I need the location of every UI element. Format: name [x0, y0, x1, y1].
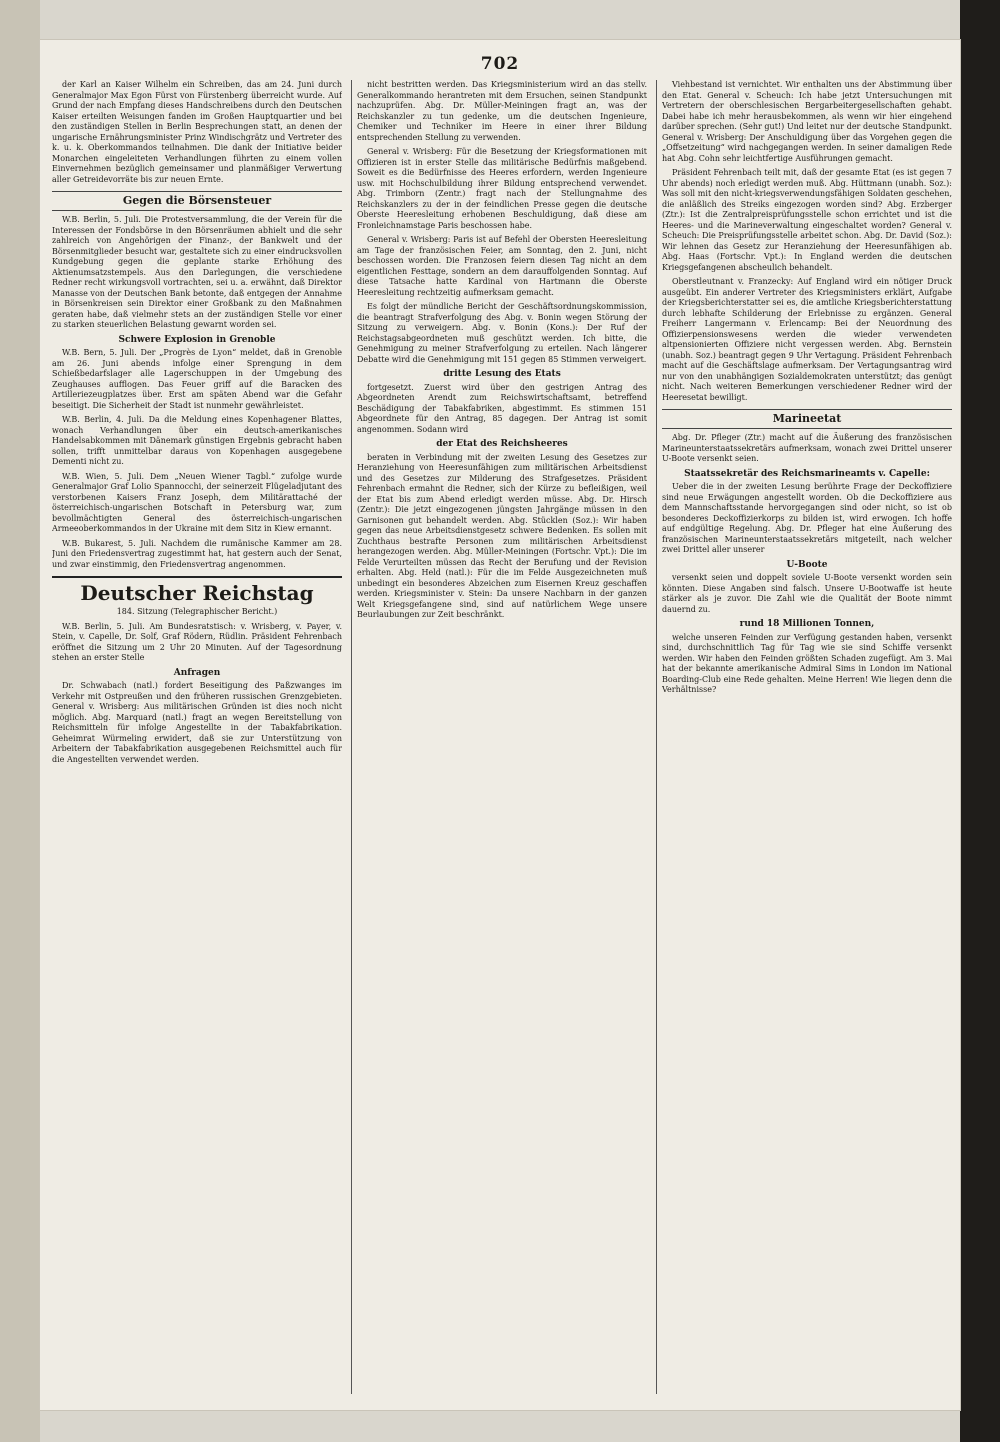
reichstag-masthead: Deutscher Reichstag: [52, 576, 342, 605]
article-text: beraten in Verbindung mit der zweiten Lesung des Gesetzes zur Heranziehung von Heeresunfähigen zum militärischen Arbeitsdienst und des Gesetzes zur Milderung des Strafgesetzes. Präsident Fehrenbach ermahnt die Redner, sich der Kürze zu befleißigen, weil der Etat bis zum Abend erledigt werden müsse. Abg. Dr. Hirsch (Zentr.): Die jetzt eingezogenen jüngsten Jahrgänge müssen in den Garnisonen gut behandelt werden. Abg. Stücklen (Soz.): Wir haben gegen das neue Arbeitsdienstgesetz schwere Bedenken. Es sollen mit Zuchthaus bestrafte Personen zum militärischen Arbeitsdienst herangezogen werden. Abg. Müller-Meiningen (Fortschr. Vpt.): Die im Felde Verurteilten müssen das Recht der Berufung und der Revision erhalten. Abg. Held (natl.): Für die im Felde Ausgezeichneten muß unbedingt ein besonderes Abzeichen zum Eisernen Kreuz geschaffen werden. Kriegsminister v. Stein: Da unsere Nachbarn in der ganzen Welt Kriegsgefangene sind, sind auf natürlichem Wege unsere Beurlaubungen zur Zeit beschränkt.: [357, 452, 647, 619]
article-text: General v. Wrisberg: Paris ist auf Befehl der Obersten Heeresleitung am Tage der französischen Feier, am Sonntag, den 2. Juni, nicht beschossen worden. Die Franzosen feiern diesen Tag nicht an dem eigentlichen Festtage, sondern an dem darauffolgenden Sonntag. Auf diese Tatsache hatte Kardinal von Hartmann die Oberste Heeresleitung rechtzeitig aufmerksam gemacht.: [357, 235, 647, 297]
article-text: W.B. Berlin, 4. Juli. Da die Meldung eines Kopenhagener Blattes, wonach Verhandlungen über ein deutsch-amerikanisches Handelsabkommen mit Dänemark günstigen Ergebnis gebracht haben sollen, trifft unmittelbar daraus von Kopenhagen ausgegebene Dementi nicht zu.: [52, 415, 342, 466]
article-text: Abg. Dr. Pfleger (Ztr.) macht auf die Äußerung des französischen Marineunterstaatssekretärs aufmerksam, wonach zwei Drittel unserer U-Boote versenkt seien.: [662, 433, 952, 463]
section-subheading: Schwere Explosion in Grenoble: [118, 334, 276, 345]
article-text: W.B. Berlin, 5. Juli. Am Bundesratstisch: v. Wrisberg, v. Payer, v. Stein, v. Capelle, Dr. Solf, Graf Rödern, Rüdlin. Präsident Fehrenbach eröffnet die Sitzung um 2 Uhr 20 Minuten. Auf der Tagesordnung stehen an erster Stelle: [52, 621, 342, 662]
section-subheading: der Etat des Reichsheeres: [436, 439, 568, 449]
newspaper-page: [40, 40, 960, 1410]
section-subheading: Staatssekretär des Reichsmarineamts v. Capelle:: [684, 468, 930, 479]
section-heading: Gegen die Börsensteuer: [52, 191, 342, 211]
section-subheading: U-Boote: [786, 559, 828, 570]
column-rule: [656, 80, 657, 1394]
article-text: Oberstleutnant v. Franzecky: Auf England wird ein nötiger Druck ausgeübt. Ein anderer Vertreter des Kriegsministers erklärt, Aufgabe der Kriegsberichterstatter sei es, die amtliche Kriegsberichterstattung durch lebhafte Schilderung der Erlebnisse zu ergänzen. General Freiherr Langermann v. Erlencamp: Bei der Neuordnung des Offizierpensionswesens werden die wieder verwendeten altpensionierten Offiziere nicht vergessen werden. Abg. Bernstein (unabh. Soz.) beantragt gegen 9 Uhr Vertagung. Präsident Fehrenbach macht auf die Geschäftslage aufmerksam. Der Vertagungsantrag wird nur von den unabhängigen Sozialdemokraten unterstützt; das genügt nicht. Nach weiteren Bemerkungen verschiedener Redner wird der Heeresetat bewilligt.: [662, 277, 952, 402]
article-text: Es folgt der mündliche Bericht der Geschäftsordnungskommission, die beantragt Strafverfolgung des Abg. v. Bonin wegen Störung der Sitzung zu verweigern. Abg. v. Bonin (Kons.): Der Ruf der Reichstagsabgeordneten muß geschützt werden. Ich bitte, die Genehmigung zu meiner Strafverfolgung zu erteilen. Nach längerer Debatte wird die Genehmigung mit 151 gegen 85 Stimmen verweigert.: [357, 302, 647, 364]
column-middle: [357, 80, 647, 1394]
article-text: Präsident Fehrenbach teilt mit, daß der gesamte Etat (es ist gegen 7 Uhr abends) noch erledigt werden muß. Abg. Hüttmann (unabh. Soz.): Was soll mit den nicht-kriegsverwendungsfähigen Soldaten geschehen, die anläßlich des Streiks eingezogen worden sind? Abg. Erzberger (Ztr.): Ist die Zentralpreisprüfungsstelle schon errichtet und ist die Heeres- und die Marineverwaltung eingeschaltet worden? General v. Scheuch: Die Preisprüfungsstelle arbeitet schon. Abg. Dr. David (Soz.): Wir lehnen das Gesetz zur Heranziehung der Heeresunfähigen ab. Abg. Haas (Fortschr. Vpt.): In England werden die deutschen Kriegsgefangenen abscheulich behandelt.: [662, 168, 952, 272]
column-rule: [351, 80, 352, 1394]
article-text: der Karl an Kaiser Wilhelm ein Schreiben, das am 24. Juni durch Generalmajor Max Egon Fürst von Fürstenberg überreicht wurde. Auf Grund der nach Empfang dieses Handschreibens durch den Deutschen Kaiser erteilten Weisungen fanden im Großen Hauptquartier und bei den zuständigen Stellen in Berlin Besprechungen statt, an denen der ungarische Ernährungsminister Prinz Windischgrätz und Vertreter des k. u. k. Oberkommandos teilnahmen. Die dank der Initiative beider Monarchen eingeleiteten Verhandlungen führten zu einem vollen Einvernehmen bezüglich gemeinsamer und planmäßiger Verwertung aller Getreidevorräte bis zur neuen Ernte.: [52, 80, 342, 184]
article-text: Viehbestand ist vernichtet. Wir enthalten uns der Abstimmung über den Etat. General v. Scheuch: Ich habe jetzt Untersuchungen mit Vertretern der oberschlesischen Bergarbeitergesellschaften gehabt. Dabei habe ich mehr herausbekommen, als wenn wir hier eingehend darüber sprechen. (Sehr gut!) Und leitet nur der deutsche Standpunkt. General v. Wrisberg: Der Anschuldigung über das Vorgehen gegen die „Offsetzeitung“ wird nachgegangen werden. In seiner damaligen Rede hat Abg. Cohn sehr leichtfertige Ausführungen gemacht.: [662, 80, 952, 163]
section-subheading: Anfragen: [173, 667, 221, 678]
article-text: General v. Wrisberg: Für die Besetzung der Kriegsformationen mit Offizieren ist in erster Stelle das militärische Bedürfnis maßgebend. Soweit es die Bedürfnisse des Heeres erfordern, werden Ingenieure usw. mit Hochschulbildung ihrer Bildung entsprechend verwendet. Abg. Trimborn (Zentr.) fragt nach der Stellungnahme des Reichskanzlers zu der in der feindlichen Presse gegen die deutsche Oberste Heeresleitung erhobenen Beschuldigung, daß diese am Fronleichnamstage Paris beschossen habe.: [357, 147, 647, 230]
adjacent-page-edge: [960, 0, 1000, 1442]
section-subheading: dritte Lesung des Etats: [443, 369, 561, 379]
article-text: W.B. Berlin, 5. Juli. Die Protestversammlung, die der Verein für die Interessen der Fondsbörse in den Börsenräumen abhielt und die sehr zahlreich von Angehörigen der Finanz-, der Bankwelt und der Börsenmitglieder besucht war, gestaltete sich zu einer eindrucksvollen Kundgebung gegen die geplante starke Erhöhung des Aktienumsatzstempels. Aus den Darlegungen, die verschiedene Redner recht wirkungsvoll vortrachten, sei u. a. erwähnt, daß Direktor Manasse von der Deutschen Bank betonte, daß entgegen der Annahme in Börsenkreisen sein Direktor einer Großbank zu den Maßnahmen geraten habe, daß vielmehr stets an der zuständigen Stelle vor einer zu starken steuerlichen Belastung gewarnt worden sei.: [52, 215, 342, 329]
column-left: [52, 80, 342, 1394]
section-subheading: rund 18 Millionen Tonnen,: [739, 619, 875, 629]
columns-container: [52, 80, 952, 1394]
section-heading: Marineetat: [662, 409, 952, 429]
article-text: W.B. Bern, 5. Juli. Der „Progrès de Lyon“ meldet, daß in Grenoble am 26. Juni abends infolge einer Sprengung in dem Schießbedarfslager alle Lagerschuppen in der Umgebung des Zeughauses aufflogen. Das Feuer griff auf die Baracken des Artilleriezeugplatzes über. Erst am späten Abend war die Gefahr beseitigt. Die Sicherheit der Stadt ist nunmehr gewährleistet.: [52, 348, 342, 410]
page-number: 702: [480, 54, 520, 74]
article-text: Ueber die in der zweiten Lesung berührte Frage der Deckoffiziere sind neue Erwägungen angestellt worden. Ob die Deckoffiziere aus dem Mannschaftsstande hervorgegangen sind oder nicht, so ist ob besonderes Deckoffizierkorps zu bilden ist, wird erwogen. Ich hoffe auf endgültige Regelung. Abg. Dr. Pfleger hat eine Äußerung des französischen Marineunterstaatssekretärs mitgeteilt, nach welcher zwei Drittel aller unserer: [662, 482, 952, 554]
column-right: [662, 80, 952, 1394]
article-text: W.B. Wien, 5. Juli. Dem „Neuen Wiener Tagbl.“ zufolge wurde Generalmajor Graf Lolio Spannocchi, der seinerzeit Flügeladjutant des verstorbenen Kaisers Franz Joseph, dem Militärattaché der österreichisch-ungarischen Botschaft in Petersburg war, zum bevollmächtigten General des österreichisch-ungarischen Armeeoberkommandos in der Ukraine mit dem Sitz in Kiew ernannt.: [52, 471, 342, 533]
article-text: versenkt seien und doppelt soviele U-Boote versenkt worden sein könnten. Diese Angaben sind falsch. Unsere U-Bootwaffe ist heute stärker als je zuvor. Die Zahl wie die Qualität der Boote nimmt dauernd zu.: [662, 573, 952, 614]
masthead-subtitle: 184. Sitzung (Telegraphischer Bericht.): [116, 607, 278, 616]
article-text: fortgesetzt. Zuerst wird über den gestrigen Antrag des Abgeordneten Arendt zum Reichswirtschaftsamt, betreffend Beschädigung der Tabakfabriken, abgestimmt. Es stimmen 151 Abgeordnete für den Antrag, 85 dagegen. Der Antrag ist somit angenommen. Sodann wird: [357, 382, 647, 434]
article-text: Dr. Schwabach (natl.) fordert Beseitigung des Paßzwanges im Verkehr mit Ostpreußen und den früheren russischen Grenzgebieten. General v. Wrisberg: Aus militärischen Gründen ist dies noch nicht möglich. Abg. Marquard (natl.) fragt an wegen Bereitstellung von Reichsmitteln für infolge Angestellte in der Tabakfabrikation. Geheimrat Würmeling erwidert, daß sie zur Unterstützung von Arbeitern der Tabakfabrikation ausgegebenen Reichsmittel auch für die Angestellten verwendet werden.: [52, 681, 342, 764]
article-text: W.B. Bukarest, 5. Juli. Nachdem die rumänische Kammer am 28. Juni den Friedensvertrag zugestimmt hat, hat gestern auch der Senat, und zwar einstimmig, den Friedensvertrag angenommen.: [52, 538, 342, 569]
article-text: nicht bestritten werden. Das Kriegsministerium wird an das stellv. Generalkommando herantreten mit dem Ersuchen, seinen Standpunkt nachzuprüfen. Abg. Dr. Müller-Meiningen fragt an, was der Reichskanzler zu tun gedenke, um die deutschen Ingenieure, Chemiker und Techniker im Heere in einer ihrer Bildung entsprechenden Stellung zu verwenden.: [357, 80, 647, 142]
page-left-margin: [0, 0, 40, 1442]
article-text: welche unseren Feinden zur Verfügung gestanden haben, versenkt sind, durchschnittlich Tag für Tag wie sie sind Schiffe versenkt werden. Wir haben den Feinden größten Schaden zugefügt. Am 3. Mai hat der bekannte amerikanische Admiral Sims in London im National Boarding-Club eine Rede gehalten. Meine Herren! Wie liegen denn die Verhältnisse?: [662, 632, 952, 694]
